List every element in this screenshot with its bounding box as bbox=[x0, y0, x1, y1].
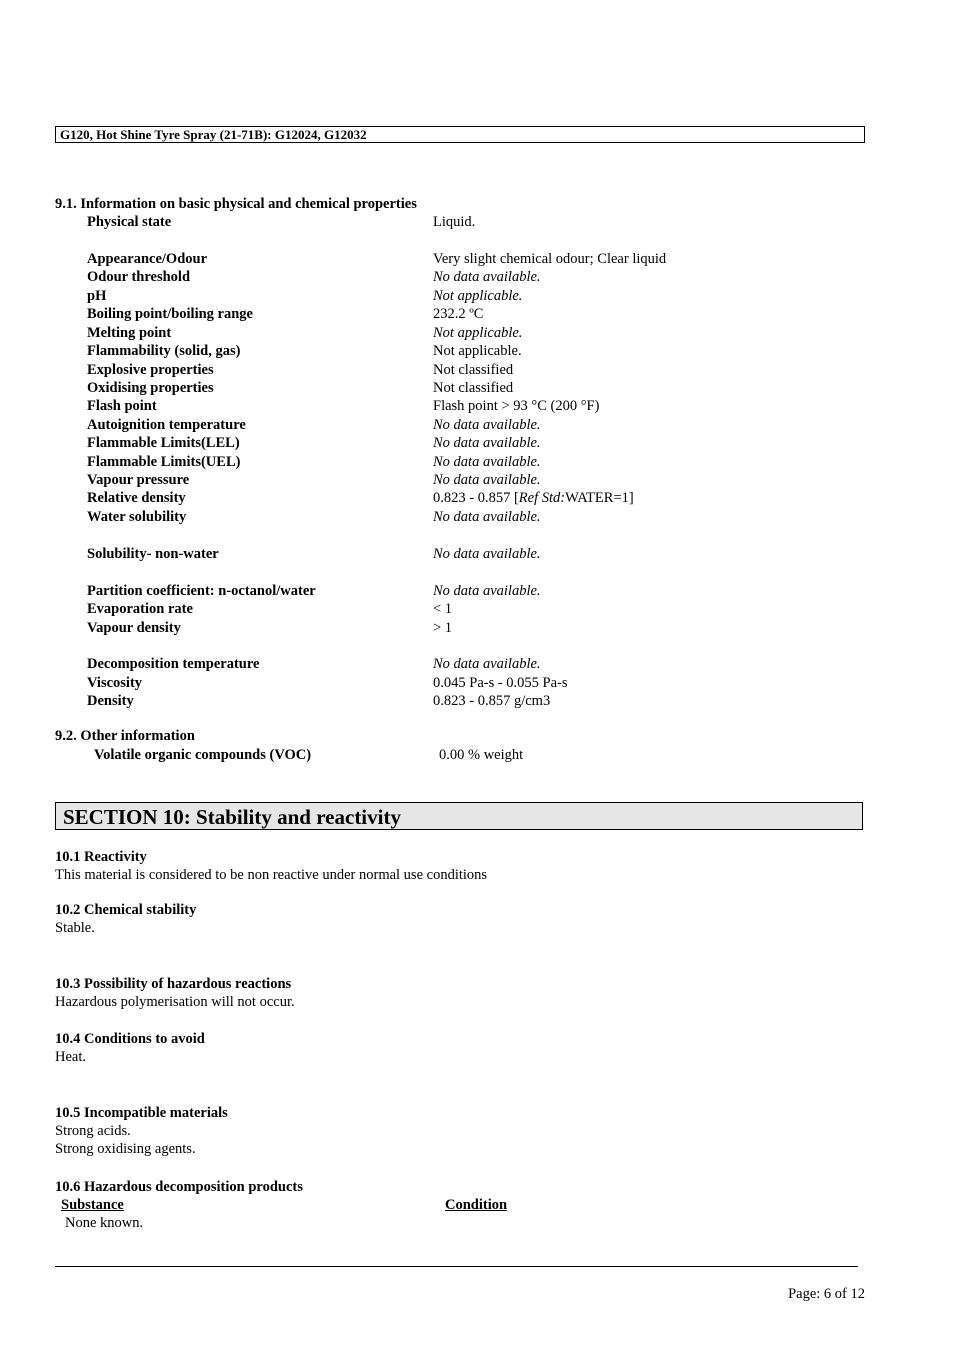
property-label: Explosive properties bbox=[87, 362, 214, 378]
property-value: No data available. bbox=[433, 656, 541, 672]
property-value: Not applicable. bbox=[433, 343, 522, 359]
conditions-to-avoid-text: Heat. bbox=[55, 1049, 86, 1065]
property-label: Viscosity bbox=[87, 675, 143, 691]
property-value: No data available. bbox=[433, 269, 541, 285]
property-value: No data available. bbox=[433, 509, 541, 525]
property-label: Density bbox=[87, 693, 134, 709]
property-value: 232.2 ºC bbox=[433, 306, 484, 322]
document-header bbox=[55, 126, 865, 143]
property-label: Evaporation rate bbox=[87, 601, 193, 617]
property-label: Flash point bbox=[87, 398, 157, 414]
property-value: 0.045 Pa-s - 0.055 Pa-s bbox=[433, 675, 568, 691]
property-label: Partition coefficient: n-octanol/water bbox=[87, 583, 316, 599]
property-value: No data available. bbox=[433, 472, 541, 488]
property-value: Not classified bbox=[433, 380, 514, 396]
property-label: Vapour pressure bbox=[87, 472, 190, 488]
relative-density-number: 0.823 - 0.857 [ bbox=[433, 490, 519, 506]
property-value: No data available. bbox=[433, 435, 541, 451]
chemical-stability-heading: 10.2 Chemical stability bbox=[55, 902, 197, 918]
hazardous-reactions-heading: 10.3 Possibility of hazardous reactions bbox=[55, 976, 292, 992]
decomposition-products-heading: 10.6 Hazardous decomposition products bbox=[55, 1179, 303, 1195]
property-label: Vapour density bbox=[87, 620, 181, 636]
condition-column-header: Condition bbox=[445, 1197, 508, 1213]
conditions-to-avoid-heading: 10.4 Conditions to avoid bbox=[55, 1031, 205, 1047]
hazardous-reactions-text: Hazardous polymerisation will not occur. bbox=[55, 994, 295, 1010]
decomposition-value: None known. bbox=[65, 1215, 144, 1231]
property-value: No data available. bbox=[433, 546, 541, 562]
property-value: 0.823 - 0.857 g/cm3 bbox=[433, 693, 551, 709]
property-label: Boiling point/boiling range bbox=[87, 306, 253, 322]
relative-density-value bbox=[433, 490, 634, 507]
section-9-1-heading: 9.1. Information on basic physical and chemical properties bbox=[55, 196, 417, 212]
property-value: No data available. bbox=[433, 583, 541, 599]
property-value: < 1 bbox=[433, 601, 453, 617]
property-label: pH bbox=[87, 288, 107, 304]
reactivity-heading: 10.1 Reactivity bbox=[55, 849, 147, 865]
property-label: Water solubility bbox=[87, 509, 187, 525]
property-value: Not applicable. bbox=[433, 288, 523, 304]
voc-value: 0.00 % weight bbox=[439, 747, 524, 763]
reactivity-text: This material is considered to be non reactive under normal use conditions bbox=[55, 867, 488, 883]
incompatible-material-item: Strong acids. bbox=[55, 1123, 131, 1139]
property-value: > 1 bbox=[433, 620, 453, 636]
reference-standard-label: Ref Std: bbox=[518, 490, 566, 506]
footer-divider bbox=[55, 1266, 858, 1267]
property-label: Flammability (solid, gas) bbox=[87, 343, 241, 359]
product-title: G120, Hot Shine Tyre Spray (21-71B): G12024, G12032 bbox=[60, 127, 367, 142]
section-10-title: SECTION 10: Stability and reactivity bbox=[63, 805, 401, 829]
property-value: No data available. bbox=[433, 454, 541, 470]
incompatible-material-item: Strong oxidising agents. bbox=[55, 1141, 196, 1157]
property-value: Liquid. bbox=[433, 214, 476, 230]
property-value: Very slight chemical odour; Clear liquid bbox=[433, 251, 667, 267]
property-value: Flash point > 93 °C (200 °F) bbox=[433, 398, 600, 414]
property-label: Decomposition temperature bbox=[87, 656, 260, 672]
property-label: Solubility- non-water bbox=[87, 546, 219, 562]
reference-standard-value: WATER=1] bbox=[565, 490, 634, 506]
property-label: Oxidising properties bbox=[87, 380, 214, 396]
chemical-stability-text: Stable. bbox=[55, 920, 95, 936]
property-value: Not applicable. bbox=[433, 325, 523, 341]
property-value: Not classified bbox=[433, 362, 514, 378]
property-label: Odour threshold bbox=[87, 269, 191, 285]
property-label: Flammable Limits(UEL) bbox=[87, 454, 241, 470]
page-number: Page: 6 of 12 bbox=[788, 1286, 865, 1302]
property-label: Flammable Limits(LEL) bbox=[87, 435, 240, 451]
section-10-header bbox=[55, 802, 863, 830]
property-value: No data available. bbox=[433, 417, 541, 433]
property-label: Melting point bbox=[87, 325, 172, 341]
property-label: Relative density bbox=[87, 490, 186, 506]
substance-column-header: Substance bbox=[61, 1197, 124, 1213]
section-9-2-heading: 9.2. Other information bbox=[55, 728, 195, 744]
property-label: Appearance/Odour bbox=[87, 251, 208, 267]
property-label: Autoignition temperature bbox=[87, 417, 246, 433]
voc-label: Volatile organic compounds (VOC) bbox=[94, 747, 312, 763]
property-label: Physical state bbox=[87, 214, 172, 230]
incompatible-materials-heading: 10.5 Incompatible materials bbox=[55, 1105, 228, 1121]
